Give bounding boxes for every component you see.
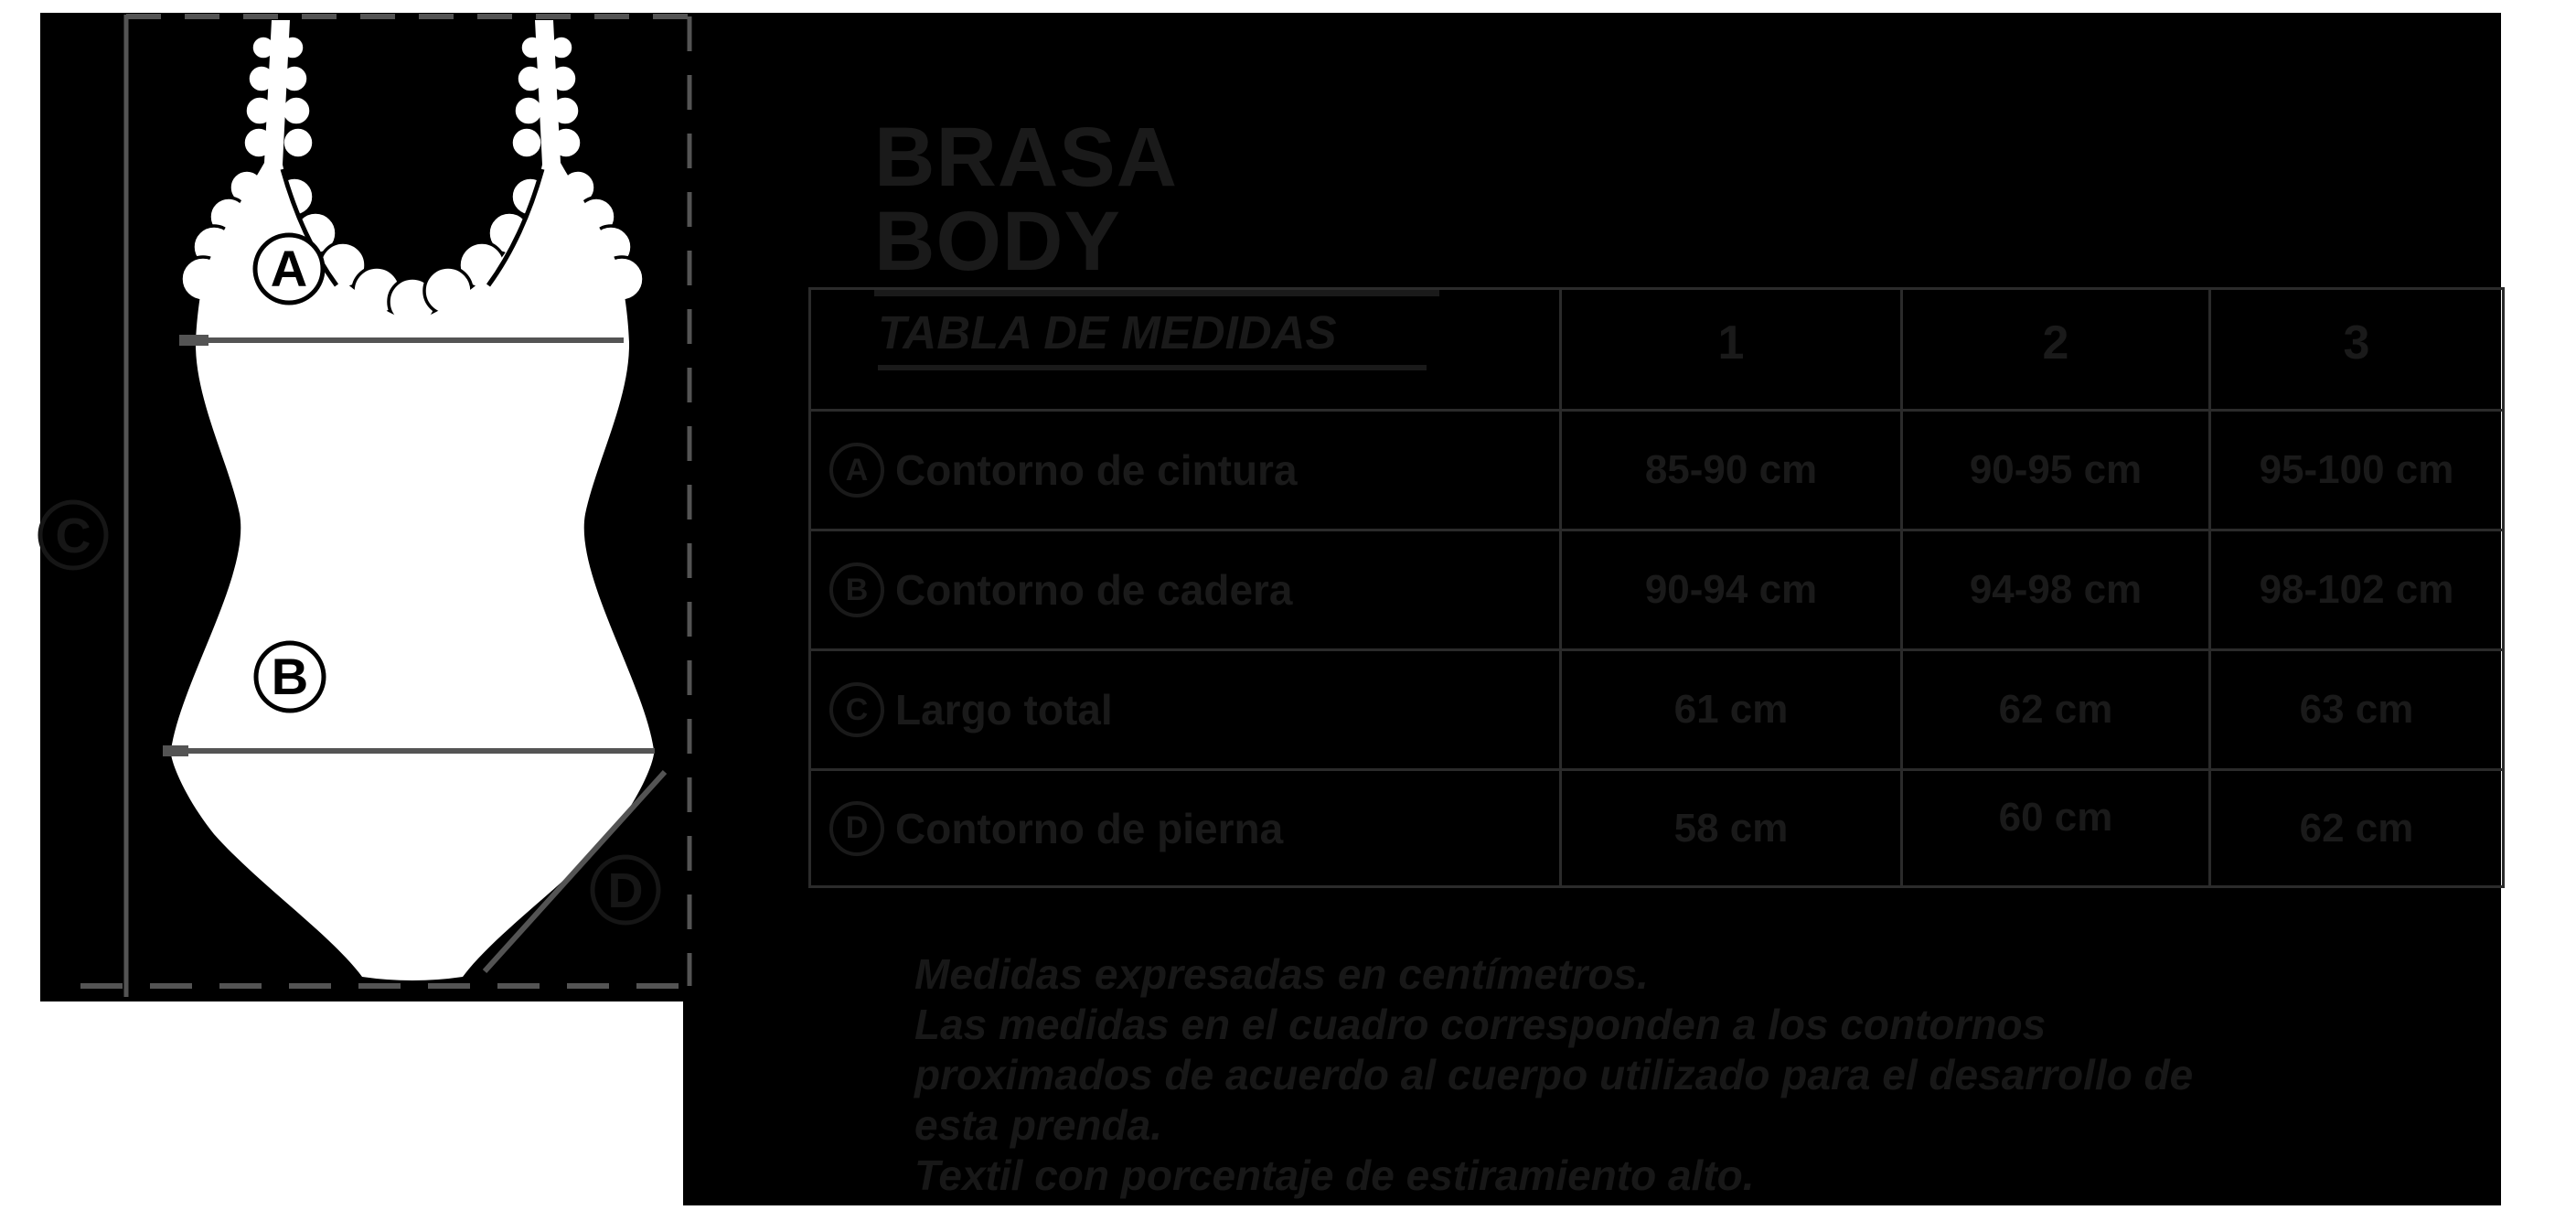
table-value: 98-102 cm (2211, 531, 2505, 651)
label-d: D (607, 863, 644, 918)
footnote-line: Medidas expresadas en centímetros. (914, 950, 1649, 998)
footnotes (914, 949, 2451, 1201)
label-b: B (271, 648, 309, 705)
row-label-text: Contorno de cadera (895, 566, 1293, 614)
table-row-label-leg (811, 771, 1562, 888)
table-value: 63 cm (2211, 651, 2505, 771)
label-c: C (55, 509, 91, 563)
table-row-label-hip (811, 531, 1562, 651)
table-value: 62 cm (1903, 651, 2211, 771)
table-row-label-length (811, 651, 1562, 771)
table-corner-cell (811, 290, 1562, 412)
measurements-table (808, 287, 2505, 888)
row-label-text: Contorno de pierna (895, 804, 1284, 852)
table-value: 95-100 cm (2211, 412, 2505, 531)
label-a: A (270, 240, 308, 297)
table-row-label-waist (811, 412, 1562, 531)
size-column-header: 2 (1903, 290, 2211, 412)
footnote-line: Las medidas en el cuadro corresponden a los contornos (914, 1001, 2047, 1048)
page-title: BRASA BODY (874, 115, 1439, 296)
table-value: 94-98 cm (1903, 531, 2211, 651)
circled-letter-b: B (829, 562, 884, 617)
table-value: 90-94 cm (1562, 531, 1903, 651)
table-value: 85-90 cm (1562, 412, 1903, 531)
bodysuit-diagram (0, 0, 759, 1015)
circled-letter-d: D (829, 801, 884, 856)
table-value: 90-95 cm (1903, 412, 2211, 531)
page-subtitle: TABLA DE MEDIDAS (878, 309, 1427, 370)
table-value: 58 cm (1562, 771, 1903, 888)
row-label-text: Largo total (895, 686, 1113, 734)
footnote-line: Textil con porcentaje de estiramiento alto. (914, 1151, 1755, 1199)
circled-letter-a: A (829, 443, 884, 498)
circled-letter-c: C (829, 682, 884, 737)
table-value: 62 cm (2211, 771, 2505, 888)
bodysuit-silhouette (171, 20, 654, 980)
size-column-header: 3 (2211, 290, 2505, 412)
row-label-text: Contorno de cintura (895, 446, 1298, 494)
size-column-header: 1 (1562, 290, 1903, 412)
table-value: 60 cm (1903, 771, 2211, 888)
table-value: 61 cm (1562, 651, 1903, 771)
footnote-line: proximados de acuerdo al cuerpo utilizado para el desarrollo de (914, 1051, 2194, 1098)
footnote-line: esta prenda. (914, 1101, 1162, 1149)
